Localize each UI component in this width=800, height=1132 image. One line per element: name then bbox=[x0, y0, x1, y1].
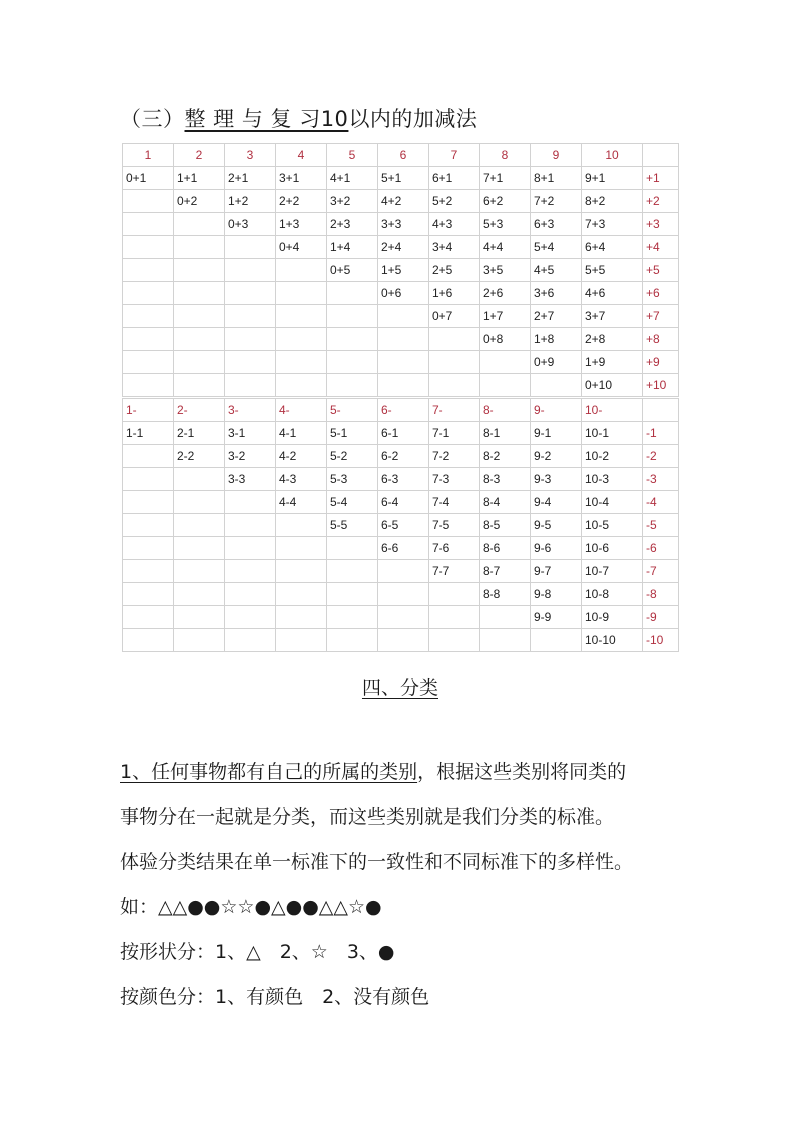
table-row bbox=[123, 583, 679, 606]
table-cell bbox=[123, 190, 174, 213]
table-cell: 8-2 bbox=[480, 445, 531, 468]
table-cell bbox=[123, 374, 174, 397]
add-header-cell: 9 bbox=[531, 144, 582, 167]
table-cell: -6 bbox=[643, 537, 679, 560]
table-cell: 3+1 bbox=[276, 167, 327, 190]
sub-header-cell: 9- bbox=[531, 399, 582, 422]
table-cell: 4-4 bbox=[276, 491, 327, 514]
table-cell bbox=[174, 282, 225, 305]
table-cell: 5+2 bbox=[429, 190, 480, 213]
table-cell: 1+3 bbox=[276, 213, 327, 236]
table-cell bbox=[378, 560, 429, 583]
table-cell: +6 bbox=[643, 282, 679, 305]
table-cell: 2+2 bbox=[276, 190, 327, 213]
table-cell bbox=[480, 606, 531, 629]
table-cell: 8-7 bbox=[480, 560, 531, 583]
add-header-cell: 4 bbox=[276, 144, 327, 167]
table-cell: 3-1 bbox=[225, 422, 276, 445]
table-cell: 0+5 bbox=[327, 259, 378, 282]
table-cell bbox=[276, 351, 327, 374]
table-cell: 3+7 bbox=[582, 305, 643, 328]
table-cell: 7-2 bbox=[429, 445, 480, 468]
table-cell bbox=[327, 537, 378, 560]
table-cell bbox=[123, 560, 174, 583]
table-cell: 3-2 bbox=[225, 445, 276, 468]
table-cell bbox=[225, 236, 276, 259]
table-cell: 5-3 bbox=[327, 468, 378, 491]
table-row bbox=[123, 328, 679, 351]
table-cell: 9-3 bbox=[531, 468, 582, 491]
table-row bbox=[123, 422, 679, 445]
sub-header-cell: 10- bbox=[582, 399, 643, 422]
table-cell bbox=[123, 236, 174, 259]
table-cell bbox=[327, 583, 378, 606]
table-row bbox=[123, 282, 679, 305]
table-cell: 1+6 bbox=[429, 282, 480, 305]
section-title bbox=[120, 103, 477, 133]
table-cell bbox=[123, 583, 174, 606]
table-cell bbox=[174, 514, 225, 537]
table-cell: 6-2 bbox=[378, 445, 429, 468]
table-cell: 10-7 bbox=[582, 560, 643, 583]
table-cell bbox=[174, 491, 225, 514]
table-cell: 7-6 bbox=[429, 537, 480, 560]
table-cell bbox=[327, 374, 378, 397]
table-row bbox=[123, 374, 679, 397]
classification-heading: 四、分类 bbox=[361, 677, 438, 699]
table-cell: 10-5 bbox=[582, 514, 643, 537]
table-cell bbox=[174, 213, 225, 236]
classify-by-shape-line: 按形状分：1、△ 2、☆ 3、● bbox=[120, 941, 395, 963]
table-cell: 9-9 bbox=[531, 606, 582, 629]
table-cell bbox=[276, 328, 327, 351]
table-cell bbox=[378, 606, 429, 629]
table-cell bbox=[531, 374, 582, 397]
table-cell bbox=[276, 583, 327, 606]
table-cell: 7+1 bbox=[480, 167, 531, 190]
table-cell bbox=[174, 259, 225, 282]
table-row bbox=[123, 468, 679, 491]
table-cell: +5 bbox=[643, 259, 679, 282]
table-cell: +8 bbox=[643, 328, 679, 351]
table-cell bbox=[429, 374, 480, 397]
table-cell: 5+4 bbox=[531, 236, 582, 259]
table-row bbox=[123, 560, 679, 583]
table-cell: 9-1 bbox=[531, 422, 582, 445]
table-cell: 9-5 bbox=[531, 514, 582, 537]
table-cell bbox=[276, 374, 327, 397]
table-cell: 6-6 bbox=[378, 537, 429, 560]
add-header-cell: 8 bbox=[480, 144, 531, 167]
table-row bbox=[123, 491, 679, 514]
table-cell: -10 bbox=[643, 629, 679, 652]
sub-header-cell: 3- bbox=[225, 399, 276, 422]
table-cell: 5+5 bbox=[582, 259, 643, 282]
table-cell: -4 bbox=[643, 491, 679, 514]
table-cell: 5-2 bbox=[327, 445, 378, 468]
table-cell: 1+4 bbox=[327, 236, 378, 259]
table-cell: 8-1 bbox=[480, 422, 531, 445]
table-cell bbox=[174, 468, 225, 491]
table-cell bbox=[327, 351, 378, 374]
table-cell bbox=[174, 236, 225, 259]
table-cell bbox=[123, 213, 174, 236]
table-cell bbox=[480, 629, 531, 652]
title-underlined: 整 理 与 复 习10 bbox=[184, 107, 349, 131]
table-cell: -2 bbox=[643, 445, 679, 468]
addition-table bbox=[122, 143, 679, 397]
table-cell: 8-8 bbox=[480, 583, 531, 606]
table-cell bbox=[225, 537, 276, 560]
line1-underlined: 1、任何事物都有自己的所属的类别 bbox=[120, 761, 418, 783]
table-cell: -3 bbox=[643, 468, 679, 491]
table-cell: 7-5 bbox=[429, 514, 480, 537]
table-cell bbox=[225, 328, 276, 351]
table-cell bbox=[225, 259, 276, 282]
table-cell: -5 bbox=[643, 514, 679, 537]
add-header-cell: 10 bbox=[582, 144, 643, 167]
table-cell bbox=[429, 583, 480, 606]
table-cell: 3+4 bbox=[429, 236, 480, 259]
table-cell bbox=[123, 328, 174, 351]
table-row bbox=[123, 445, 679, 468]
table-cell: 8-4 bbox=[480, 491, 531, 514]
table-cell: 10-10 bbox=[582, 629, 643, 652]
table-cell bbox=[174, 374, 225, 397]
table-cell bbox=[378, 374, 429, 397]
table-cell bbox=[327, 305, 378, 328]
table-cell bbox=[225, 351, 276, 374]
table-cell: 0+8 bbox=[480, 328, 531, 351]
add-header-row bbox=[123, 144, 679, 167]
table-cell bbox=[225, 629, 276, 652]
sub-header-cell: 8- bbox=[480, 399, 531, 422]
table-cell: +2 bbox=[643, 190, 679, 213]
table-cell: 4-1 bbox=[276, 422, 327, 445]
table-cell: 3+2 bbox=[327, 190, 378, 213]
paragraph-line-2: 事物分在一起就是分类，而这些类别就是我们分类的标准。 bbox=[120, 806, 615, 828]
table-cell bbox=[276, 606, 327, 629]
table-cell bbox=[123, 259, 174, 282]
table-row bbox=[123, 236, 679, 259]
table-cell bbox=[429, 606, 480, 629]
table-cell bbox=[327, 629, 378, 652]
table-cell bbox=[225, 374, 276, 397]
table-cell bbox=[531, 629, 582, 652]
sub-header-row bbox=[123, 399, 679, 422]
table-cell: 3+5 bbox=[480, 259, 531, 282]
add-header-cell bbox=[643, 144, 679, 167]
table-cell: -9 bbox=[643, 606, 679, 629]
table-cell: -8 bbox=[643, 583, 679, 606]
table-cell: 10-8 bbox=[582, 583, 643, 606]
table-cell: 6+3 bbox=[531, 213, 582, 236]
classify-by-color-line: 按颜色分：1、有颜色 2、没有颜色 bbox=[120, 986, 430, 1008]
table-cell bbox=[276, 305, 327, 328]
table-cell: 2+3 bbox=[327, 213, 378, 236]
table-cell bbox=[174, 537, 225, 560]
table-cell: 5-4 bbox=[327, 491, 378, 514]
table-cell: 1+8 bbox=[531, 328, 582, 351]
table-cell bbox=[327, 560, 378, 583]
table-cell: 0+3 bbox=[225, 213, 276, 236]
table-cell bbox=[174, 328, 225, 351]
table-cell bbox=[123, 606, 174, 629]
table-cell bbox=[378, 351, 429, 374]
table-cell: 4+4 bbox=[480, 236, 531, 259]
table-row bbox=[123, 213, 679, 236]
table-cell: 0+1 bbox=[123, 167, 174, 190]
add-header-cell: 2 bbox=[174, 144, 225, 167]
add-header-cell: 1 bbox=[123, 144, 174, 167]
sub-header-cell: 6- bbox=[378, 399, 429, 422]
table-cell: -7 bbox=[643, 560, 679, 583]
table-cell bbox=[378, 328, 429, 351]
table-cell bbox=[276, 629, 327, 652]
table-cell: 1-1 bbox=[123, 422, 174, 445]
table-cell: 1+1 bbox=[174, 167, 225, 190]
shape-example-line: 如：△△●●☆☆●△●●△△☆● bbox=[120, 896, 382, 918]
table-cell bbox=[123, 305, 174, 328]
table-cell bbox=[327, 606, 378, 629]
table-cell bbox=[276, 537, 327, 560]
table-row bbox=[123, 167, 679, 190]
table-cell: 6+1 bbox=[429, 167, 480, 190]
table-cell: 8-3 bbox=[480, 468, 531, 491]
table-row bbox=[123, 259, 679, 282]
table-cell: +1 bbox=[643, 167, 679, 190]
table-cell bbox=[123, 629, 174, 652]
add-header-cell: 5 bbox=[327, 144, 378, 167]
table-cell bbox=[123, 514, 174, 537]
table-cell: 8+2 bbox=[582, 190, 643, 213]
table-cell: 3+6 bbox=[531, 282, 582, 305]
table-row bbox=[123, 351, 679, 374]
table-row bbox=[123, 606, 679, 629]
sub-header-cell: 5- bbox=[327, 399, 378, 422]
table-cell: 8-6 bbox=[480, 537, 531, 560]
table-cell bbox=[123, 282, 174, 305]
table-row bbox=[123, 537, 679, 560]
table-cell: 8-5 bbox=[480, 514, 531, 537]
table-cell: 3-3 bbox=[225, 468, 276, 491]
table-cell bbox=[225, 606, 276, 629]
table-cell bbox=[327, 328, 378, 351]
table-cell: 9+1 bbox=[582, 167, 643, 190]
table-cell bbox=[225, 560, 276, 583]
table-cell bbox=[225, 305, 276, 328]
table-cell bbox=[174, 583, 225, 606]
table-cell: 9-2 bbox=[531, 445, 582, 468]
table-cell: 2-1 bbox=[174, 422, 225, 445]
paragraph-line-3: 体验分类结果在单一标准下的一致性和不同标准下的多样性。 bbox=[120, 851, 634, 873]
table-cell: 10-3 bbox=[582, 468, 643, 491]
table-cell bbox=[174, 560, 225, 583]
table-cell: 6+4 bbox=[582, 236, 643, 259]
table-cell: 7-4 bbox=[429, 491, 480, 514]
table-cell: +4 bbox=[643, 236, 679, 259]
table-cell: 7+3 bbox=[582, 213, 643, 236]
table-cell bbox=[174, 606, 225, 629]
table-cell bbox=[123, 468, 174, 491]
table-cell: 5+3 bbox=[480, 213, 531, 236]
sub-header-cell: 2- bbox=[174, 399, 225, 422]
table-cell: 0+2 bbox=[174, 190, 225, 213]
table-cell: 2+6 bbox=[480, 282, 531, 305]
table-cell: 7-3 bbox=[429, 468, 480, 491]
sub-header-cell: 4- bbox=[276, 399, 327, 422]
table-row bbox=[123, 305, 679, 328]
table-cell: 10-6 bbox=[582, 537, 643, 560]
subtraction-table bbox=[122, 398, 679, 652]
table-cell: 1+5 bbox=[378, 259, 429, 282]
table-cell: 10-2 bbox=[582, 445, 643, 468]
add-header-cell: 7 bbox=[429, 144, 480, 167]
title-suffix: 以内的加减法 bbox=[348, 107, 478, 131]
table-cell: 4+2 bbox=[378, 190, 429, 213]
table-cell bbox=[225, 514, 276, 537]
table-cell: 1+2 bbox=[225, 190, 276, 213]
table-cell: 4-3 bbox=[276, 468, 327, 491]
table-cell: 0+6 bbox=[378, 282, 429, 305]
table-cell bbox=[429, 629, 480, 652]
table-cell: 0+9 bbox=[531, 351, 582, 374]
table-cell bbox=[123, 537, 174, 560]
table-cell: 3+3 bbox=[378, 213, 429, 236]
table-cell: 6-5 bbox=[378, 514, 429, 537]
table-cell: 0+10 bbox=[582, 374, 643, 397]
table-cell: 2+5 bbox=[429, 259, 480, 282]
table-row bbox=[123, 514, 679, 537]
table-cell: -1 bbox=[643, 422, 679, 445]
table-cell: 2-2 bbox=[174, 445, 225, 468]
table-cell: 7-7 bbox=[429, 560, 480, 583]
table-cell bbox=[429, 328, 480, 351]
table-cell: 6-3 bbox=[378, 468, 429, 491]
add-header-cell: 6 bbox=[378, 144, 429, 167]
table-cell: 4+1 bbox=[327, 167, 378, 190]
table-cell bbox=[429, 351, 480, 374]
table-cell: 6-1 bbox=[378, 422, 429, 445]
table-cell: 1+9 bbox=[582, 351, 643, 374]
table-cell: 2+8 bbox=[582, 328, 643, 351]
table-cell bbox=[378, 583, 429, 606]
table-cell: +9 bbox=[643, 351, 679, 374]
table-cell bbox=[276, 560, 327, 583]
table-cell: 4+3 bbox=[429, 213, 480, 236]
table-cell bbox=[174, 305, 225, 328]
table-cell: 4+6 bbox=[582, 282, 643, 305]
table-cell bbox=[378, 305, 429, 328]
table-cell bbox=[480, 374, 531, 397]
table-cell: 0+4 bbox=[276, 236, 327, 259]
table-cell: +3 bbox=[643, 213, 679, 236]
table-cell: 9-6 bbox=[531, 537, 582, 560]
table-cell: 0+7 bbox=[429, 305, 480, 328]
table-cell: 5-5 bbox=[327, 514, 378, 537]
table-cell bbox=[327, 282, 378, 305]
table-cell: 2+1 bbox=[225, 167, 276, 190]
table-cell: 2+4 bbox=[378, 236, 429, 259]
paragraph-line-1 bbox=[120, 757, 626, 784]
table-cell bbox=[123, 445, 174, 468]
table-cell bbox=[378, 629, 429, 652]
table-cell bbox=[123, 491, 174, 514]
table-cell: 9-8 bbox=[531, 583, 582, 606]
table-cell bbox=[480, 351, 531, 374]
sub-header-cell: 7- bbox=[429, 399, 480, 422]
table-cell: 9-4 bbox=[531, 491, 582, 514]
sub-header-cell: 1- bbox=[123, 399, 174, 422]
table-cell: 4-2 bbox=[276, 445, 327, 468]
table-cell bbox=[276, 282, 327, 305]
table-cell: 6+2 bbox=[480, 190, 531, 213]
table-cell: 4+5 bbox=[531, 259, 582, 282]
table-cell bbox=[174, 351, 225, 374]
table-cell bbox=[225, 583, 276, 606]
table-cell: 5+1 bbox=[378, 167, 429, 190]
add-header-cell: 3 bbox=[225, 144, 276, 167]
table-cell: 1+7 bbox=[480, 305, 531, 328]
sub-header-cell bbox=[643, 399, 679, 422]
table-cell bbox=[276, 514, 327, 537]
table-cell: 10-1 bbox=[582, 422, 643, 445]
table-cell: 7-1 bbox=[429, 422, 480, 445]
table-cell: 9-7 bbox=[531, 560, 582, 583]
table-cell: 8+1 bbox=[531, 167, 582, 190]
table-cell: +7 bbox=[643, 305, 679, 328]
table-cell: 6-4 bbox=[378, 491, 429, 514]
table-cell: +10 bbox=[643, 374, 679, 397]
table-row bbox=[123, 190, 679, 213]
table-cell: 10-9 bbox=[582, 606, 643, 629]
table-cell bbox=[225, 491, 276, 514]
table-cell: 10-4 bbox=[582, 491, 643, 514]
table-row bbox=[123, 629, 679, 652]
table-cell bbox=[276, 259, 327, 282]
table-cell: 7+2 bbox=[531, 190, 582, 213]
title-prefix: （三） bbox=[120, 107, 185, 131]
table-cell: 5-1 bbox=[327, 422, 378, 445]
table-cell bbox=[225, 282, 276, 305]
table-cell bbox=[174, 629, 225, 652]
table-cell: 2+7 bbox=[531, 305, 582, 328]
line1-rest: ，根据这些类别将同类的 bbox=[417, 761, 627, 783]
table-cell bbox=[123, 351, 174, 374]
